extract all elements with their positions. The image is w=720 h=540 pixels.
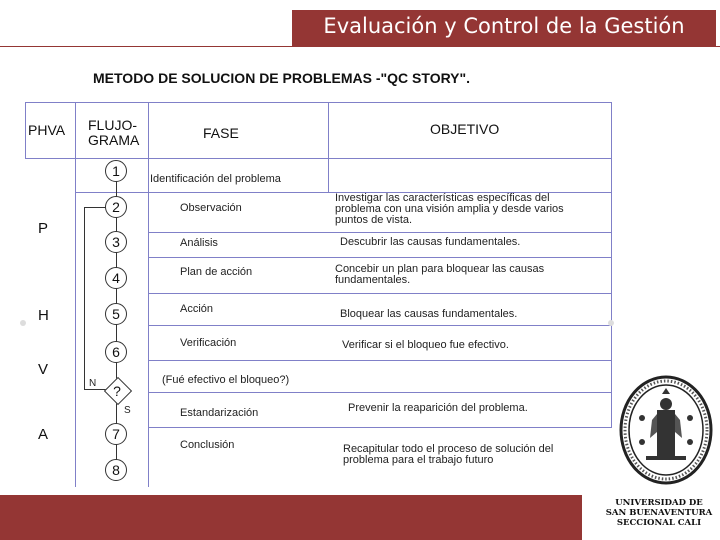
phase-observacion: Observación [180, 202, 242, 214]
objective-line: Investigar las características específicas del [335, 192, 550, 204]
flow-loop-connector [84, 207, 85, 389]
phva-letter-p: P [38, 220, 49, 237]
column-header-flujograma-line2: GRAMA [88, 132, 140, 148]
decision-yes-label: S [124, 405, 131, 416]
objective-line: Recapitular todo el proceso de solución del [343, 443, 554, 455]
row-divider [148, 427, 612, 428]
phva-letter-v: V [38, 361, 49, 378]
objective-line: puntos de vista. [335, 214, 413, 226]
phase-conclusion: Conclusión [180, 439, 235, 451]
flow-step-1: 1 [105, 160, 127, 182]
column-divider [148, 102, 149, 487]
table-top-border [25, 102, 612, 103]
phase-identificacion: Identificación del problema [150, 173, 281, 185]
row-divider [148, 392, 612, 393]
university-name [598, 498, 720, 528]
slide-handle-dot [608, 320, 614, 326]
phase-decision-question: (Fué efectivo el bloqueo?) [162, 374, 290, 386]
column-divider [328, 102, 329, 192]
table-right-border [611, 102, 612, 427]
column-header-fase: FASE [203, 125, 239, 141]
phase-plan-accion: Plan de acción [180, 266, 253, 278]
flow-loop-top [84, 207, 106, 208]
objective-line: Concebir un plan para bloquear las causas [335, 263, 545, 275]
decision-no-label: N [89, 378, 97, 389]
objective-identificacion [335, 193, 564, 226]
university-name-line: SECCIONAL CALI [616, 518, 702, 528]
flow-step-8: 8 [105, 459, 127, 481]
phva-letter-a: A [38, 426, 49, 443]
objective-analisis: Descubrir las causas fundamentales. [340, 236, 521, 248]
row-divider [148, 325, 612, 326]
row-divider [148, 360, 612, 361]
objective-plan-accion [335, 264, 544, 286]
objective-line: fundamentales. [335, 274, 411, 286]
document-title: METODO DE SOLUCION DE PROBLEMAS -"QC STORY". [93, 70, 471, 86]
flow-decision-label: ? [113, 383, 121, 399]
column-header-phva: PHVA [28, 122, 66, 138]
objective-line: problema para el trabajo futuro [343, 454, 494, 466]
university-name-line: SAN BUENAVENTURA [605, 508, 713, 518]
slide-title-bar [292, 10, 716, 46]
flow-step-7: 7 [105, 423, 127, 445]
university-name-line: UNIVERSIDAD DE [615, 498, 703, 508]
flow-step-2: 2 [105, 196, 127, 218]
flow-step-5: 5 [105, 303, 127, 325]
slide-handle-dot [20, 320, 26, 326]
flow-step-4: 4 [105, 267, 127, 289]
table-left-border [25, 102, 26, 158]
flow-step-3: 3 [105, 231, 127, 253]
row-divider [148, 293, 612, 294]
university-seal-icon [618, 374, 714, 486]
phase-analisis: Análisis [180, 237, 218, 249]
column-header-flujograma [88, 118, 139, 148]
row-divider [148, 232, 612, 233]
objective-accion: Bloquear las causas fundamentales. [340, 308, 518, 320]
phase-accion: Acción [180, 303, 214, 315]
column-header-flujograma-line1: FLUJO- [88, 117, 137, 133]
flow-step-6: 6 [105, 341, 127, 363]
column-divider [75, 102, 76, 487]
header-divider [0, 46, 720, 47]
phase-verificacion: Verificación [180, 337, 237, 349]
column-header-objetivo: OBJETIVO [430, 121, 500, 137]
table-header-border [25, 158, 612, 159]
phva-letter-h: H [38, 307, 49, 324]
slide-title: Evaluación y Control de la Gestión [323, 14, 685, 38]
footer-bar [0, 495, 582, 540]
row-divider [148, 257, 612, 258]
phase-estandarizacion: Estandarización [180, 407, 259, 419]
objective-conclusion [343, 444, 553, 466]
objective-estandarizacion: Prevenir la reaparición del problema. [348, 402, 528, 414]
objective-verificacion: Verificar si el bloqueo fue efectivo. [342, 339, 509, 351]
objective-line: problema con una visión amplia y desde varios [335, 203, 564, 215]
